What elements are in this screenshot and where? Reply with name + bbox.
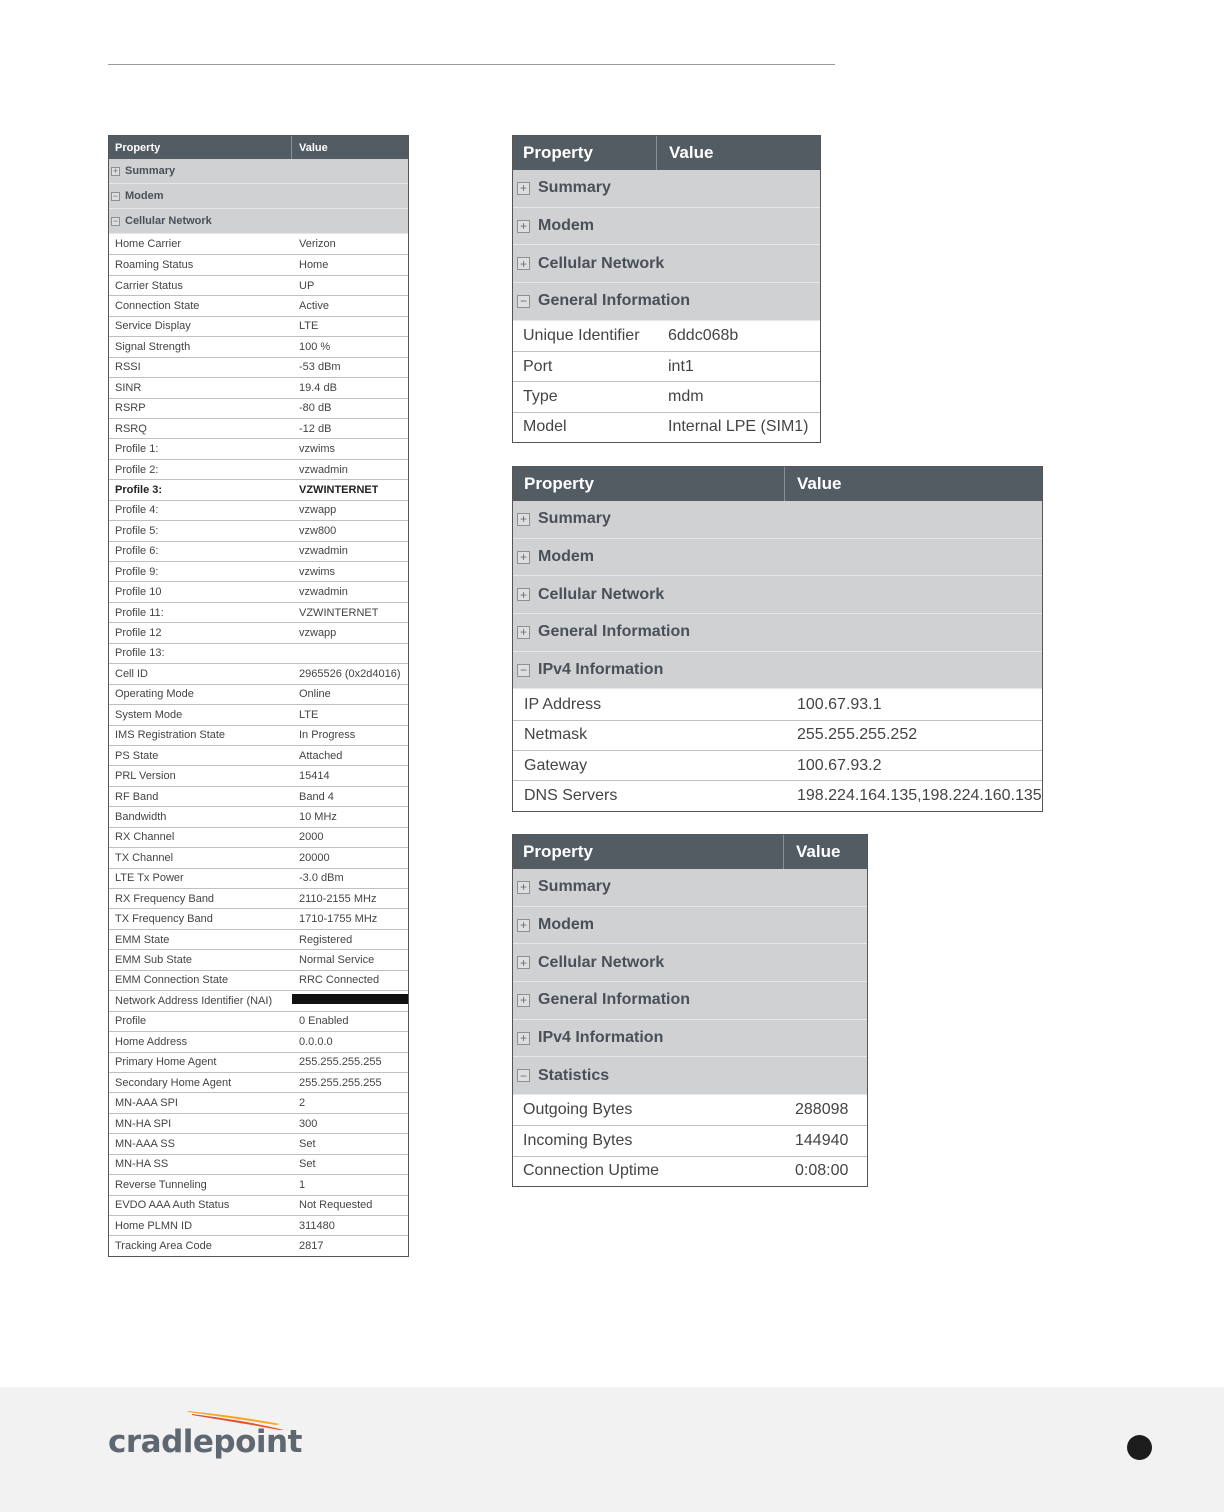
value-cell: 144940 bbox=[795, 1132, 849, 1150]
value-cell: mdm bbox=[668, 387, 704, 405]
value-cell: Verizon bbox=[299, 238, 336, 251]
value-cell: -80 dB bbox=[299, 402, 332, 415]
table-row bbox=[109, 1072, 408, 1092]
table-row bbox=[513, 689, 1042, 719]
section-general-information[interactable] bbox=[513, 283, 820, 321]
table-row bbox=[109, 541, 408, 561]
expand-icon[interactable]: + bbox=[517, 588, 530, 601]
table-row bbox=[109, 336, 408, 356]
value-cell: vzwadmin bbox=[299, 545, 348, 558]
value-cell: 2000 bbox=[299, 831, 324, 844]
property-cell: Model bbox=[523, 418, 567, 436]
table-row bbox=[513, 720, 1042, 750]
property-cell: EVDO AAA Auth Status bbox=[115, 1199, 230, 1212]
property-cell: Unique Identifier bbox=[523, 326, 640, 344]
value-cell: vzwadmin bbox=[299, 586, 348, 599]
table-row bbox=[109, 581, 408, 601]
table-row bbox=[109, 786, 408, 806]
value-cell: int1 bbox=[668, 357, 694, 375]
value-cell: 198.224.164.135,198.224.160.135 bbox=[797, 786, 1042, 804]
value-cell: 0.0.0.0 bbox=[299, 1035, 333, 1048]
value-cell: 15414 bbox=[299, 770, 330, 783]
value-cell: 100.67.93.2 bbox=[797, 756, 882, 774]
table-row bbox=[513, 780, 1042, 810]
value-cell: vzw800 bbox=[299, 524, 337, 537]
table-row bbox=[109, 868, 408, 888]
table-header bbox=[109, 136, 408, 159]
section-statistics[interactable] bbox=[513, 1057, 867, 1095]
section-label: General Information bbox=[538, 623, 691, 641]
section-label: Summary bbox=[538, 510, 611, 528]
property-cell: Profile 5: bbox=[115, 524, 159, 537]
table-row bbox=[513, 321, 820, 351]
value-cell: LTE bbox=[299, 320, 319, 333]
expand-icon[interactable]: + bbox=[517, 919, 530, 932]
value-cell: Online bbox=[299, 688, 331, 701]
table-row bbox=[109, 684, 408, 704]
property-cell: Secondary Home Agent bbox=[115, 1076, 232, 1089]
table-row bbox=[109, 254, 408, 274]
property-cell: Profile 2: bbox=[115, 463, 159, 476]
table-row bbox=[109, 1031, 408, 1051]
property-cell: RX Channel bbox=[115, 831, 175, 844]
table-row bbox=[109, 847, 408, 867]
property-cell: Home Address bbox=[115, 1035, 188, 1048]
table-row bbox=[109, 398, 408, 418]
table-row bbox=[109, 1052, 408, 1072]
value-cell bbox=[292, 994, 408, 1007]
value-cell: UP bbox=[299, 279, 315, 292]
general-information-table bbox=[512, 135, 821, 443]
expand-icon[interactable]: + bbox=[517, 220, 530, 233]
section-label: Summary bbox=[125, 165, 176, 177]
value-cell: Set bbox=[299, 1137, 316, 1150]
expand-icon[interactable]: + bbox=[517, 881, 530, 894]
property-cell: Gateway bbox=[524, 756, 588, 774]
expand-icon[interactable]: + bbox=[517, 513, 530, 526]
table-row bbox=[109, 725, 408, 745]
section-label: Summary bbox=[538, 179, 611, 197]
value-cell: Home bbox=[299, 259, 329, 272]
section-label: Summary bbox=[538, 878, 611, 896]
property-cell: Connection Uptime bbox=[523, 1162, 660, 1180]
table-row bbox=[109, 357, 408, 377]
section-label: General Information bbox=[538, 991, 691, 1009]
table-row bbox=[109, 765, 408, 785]
collapse-icon[interactable]: − bbox=[517, 295, 530, 308]
value-cell: In Progress bbox=[299, 729, 356, 742]
table-row bbox=[109, 908, 408, 928]
value-cell: vzwims bbox=[299, 443, 336, 456]
section-cellular-network[interactable] bbox=[513, 576, 1042, 614]
property-cell: Outgoing Bytes bbox=[523, 1101, 633, 1119]
property-cell: Profile 10 bbox=[115, 586, 162, 599]
section-ipv4-information[interactable] bbox=[513, 1020, 867, 1058]
table-row bbox=[109, 295, 408, 315]
property-column-header[interactable]: Property bbox=[513, 136, 657, 170]
table-row bbox=[109, 377, 408, 397]
value-cell: 100.67.93.1 bbox=[797, 695, 882, 713]
property-cell: IMS Registration State bbox=[115, 729, 226, 742]
property-cell: Network Address Identifier (NAI) bbox=[115, 994, 273, 1007]
table-row bbox=[109, 663, 408, 683]
section-label: Modem bbox=[538, 217, 594, 235]
expand-icon[interactable]: + bbox=[112, 165, 119, 176]
property-cell: RF Band bbox=[115, 790, 159, 803]
value-cell: Registered bbox=[299, 933, 353, 946]
table-row bbox=[513, 381, 820, 411]
value-cell: Attached bbox=[299, 749, 343, 762]
expand-icon[interactable]: + bbox=[517, 994, 530, 1007]
property-cell: Profile 9: bbox=[115, 565, 159, 578]
section-summary[interactable] bbox=[513, 170, 820, 208]
value-cell: 1710-1755 MHz bbox=[299, 913, 378, 926]
value-cell: Not Requested bbox=[299, 1199, 373, 1212]
table-row bbox=[109, 438, 408, 458]
property-cell: RSSI bbox=[115, 361, 141, 374]
table-header bbox=[513, 835, 867, 869]
property-cell: IP Address bbox=[524, 695, 602, 713]
table-row bbox=[513, 412, 820, 442]
value-cell: Internal LPE (SIM1) bbox=[668, 418, 809, 436]
logo-wordmark: cradlepoint bbox=[108, 1424, 302, 1460]
property-cell: MN-AAA SS bbox=[115, 1137, 175, 1150]
table-row bbox=[109, 1195, 408, 1215]
cellular-network-table bbox=[108, 135, 409, 1257]
property-cell: Cell ID bbox=[115, 667, 149, 680]
value-cell: vzwapp bbox=[299, 504, 337, 517]
property-cell: RX Frequency Band bbox=[115, 892, 215, 905]
section-label: IPv4 Information bbox=[538, 1029, 664, 1047]
property-cell: Roaming Status bbox=[115, 259, 194, 272]
value-column-header[interactable]: Value bbox=[797, 474, 842, 493]
section-modem[interactable] bbox=[109, 184, 408, 209]
value-cell: Normal Service bbox=[299, 954, 375, 967]
value-cell: Set bbox=[299, 1158, 316, 1171]
section-label: Statistics bbox=[538, 1066, 610, 1084]
value-cell: 20000 bbox=[299, 851, 330, 864]
table-row bbox=[109, 520, 408, 540]
value-cell: 19.4 dB bbox=[299, 381, 337, 394]
property-cell: Reverse Tunneling bbox=[115, 1178, 207, 1191]
value-cell: -12 dB bbox=[299, 422, 332, 435]
table-row bbox=[513, 351, 820, 381]
value-cell: Band 4 bbox=[299, 790, 334, 803]
cradlepoint-logo bbox=[108, 1408, 302, 1468]
table-header bbox=[513, 136, 820, 170]
property-cell: Carrier Status bbox=[115, 279, 183, 292]
section-ipv4-information[interactable] bbox=[513, 652, 1042, 690]
table-row bbox=[109, 929, 408, 949]
section-label: Cellular Network bbox=[538, 953, 665, 971]
value-cell: 288098 bbox=[795, 1101, 849, 1119]
property-cell: Profile 3: bbox=[115, 483, 163, 496]
value-cell: 10 MHz bbox=[299, 810, 337, 823]
table-row bbox=[513, 1095, 867, 1125]
section-general-information[interactable] bbox=[513, 982, 867, 1020]
property-cell: Profile 12 bbox=[115, 627, 162, 640]
table-row bbox=[109, 970, 408, 990]
property-cell: TX Frequency Band bbox=[115, 913, 213, 926]
property-cell: Profile bbox=[115, 1015, 147, 1028]
section-label: General Information bbox=[538, 292, 691, 310]
property-cell: Type bbox=[523, 387, 558, 405]
property-column-header[interactable]: Property bbox=[109, 136, 292, 159]
section-cellular-network[interactable] bbox=[513, 944, 867, 982]
property-cell: EMM State bbox=[115, 933, 170, 946]
property-cell: MN-HA SPI bbox=[115, 1117, 172, 1130]
table-row bbox=[109, 1174, 408, 1194]
table-row bbox=[109, 990, 408, 1010]
value-cell: 100 % bbox=[299, 340, 331, 353]
table-row bbox=[109, 275, 408, 295]
value-cell: 6ddc068b bbox=[668, 326, 739, 344]
property-cell: PS State bbox=[115, 749, 159, 762]
value-cell: 2817 bbox=[299, 1240, 324, 1253]
collapse-icon[interactable]: − bbox=[517, 1069, 530, 1082]
value-cell: -3.0 dBm bbox=[299, 872, 344, 885]
property-cell: PRL Version bbox=[115, 770, 176, 783]
property-cell: Connection State bbox=[115, 300, 200, 313]
value-cell: 255.255.255.252 bbox=[797, 726, 918, 744]
value-cell: Active bbox=[299, 300, 329, 313]
property-cell: Profile 6: bbox=[115, 545, 159, 558]
table-row bbox=[109, 806, 408, 826]
section-modem[interactable] bbox=[513, 539, 1042, 577]
section-summary[interactable] bbox=[513, 501, 1042, 539]
value-cell: 2965526 (0x2d4016) bbox=[299, 667, 401, 680]
property-cell: MN-AAA SPI bbox=[115, 1097, 178, 1110]
property-cell: Bandwidth bbox=[115, 810, 167, 823]
table-row bbox=[109, 1092, 408, 1112]
table-row bbox=[513, 750, 1042, 780]
collapse-icon[interactable]: − bbox=[517, 664, 530, 677]
property-cell: Home PLMN ID bbox=[115, 1219, 193, 1232]
value-cell: vzwadmin bbox=[299, 463, 348, 476]
value-cell: VZWINTERNET bbox=[299, 606, 379, 619]
property-cell: TX Channel bbox=[115, 851, 174, 864]
property-cell: System Mode bbox=[115, 708, 183, 721]
expand-icon[interactable]: + bbox=[517, 182, 530, 195]
property-column-header[interactable]: Property bbox=[513, 467, 785, 501]
section-cellular-network[interactable] bbox=[513, 245, 820, 283]
table-row bbox=[109, 561, 408, 581]
property-cell: Incoming Bytes bbox=[523, 1132, 633, 1150]
header-rule bbox=[108, 64, 835, 65]
property-cell: MN-HA SS bbox=[115, 1158, 169, 1171]
table-row bbox=[109, 602, 408, 622]
table-header bbox=[513, 467, 1042, 501]
table-row bbox=[513, 1125, 867, 1155]
section-modem[interactable] bbox=[513, 907, 867, 945]
table-row bbox=[109, 704, 408, 724]
property-cell: LTE Tx Power bbox=[115, 872, 184, 885]
table-row bbox=[109, 479, 408, 499]
table-row bbox=[513, 1156, 867, 1186]
table-row bbox=[109, 888, 408, 908]
value-cell: vzwims bbox=[299, 565, 336, 578]
property-cell: Tracking Area Code bbox=[115, 1240, 212, 1253]
value-cell: 1 bbox=[299, 1178, 306, 1191]
property-cell: Profile 13: bbox=[115, 647, 165, 660]
section-label: Modem bbox=[125, 190, 164, 202]
value-cell: 0:08:00 bbox=[795, 1162, 849, 1180]
value-cell: VZWINTERNET bbox=[299, 483, 379, 496]
property-cell: EMM Sub State bbox=[115, 954, 193, 967]
table-row bbox=[109, 418, 408, 438]
property-cell: EMM Connection State bbox=[115, 974, 229, 987]
table-row bbox=[109, 745, 408, 765]
expand-icon[interactable]: + bbox=[517, 956, 530, 969]
collapse-icon[interactable]: − bbox=[112, 190, 119, 201]
table-row bbox=[109, 234, 408, 254]
value-cell: 255.255.255.255 bbox=[299, 1076, 382, 1089]
property-cell: Port bbox=[523, 357, 553, 375]
value-cell: RRC Connected bbox=[299, 974, 380, 987]
value-cell: 0 Enabled bbox=[299, 1015, 349, 1028]
value-column-header[interactable]: Value bbox=[669, 143, 714, 162]
value-column-header[interactable]: Value bbox=[299, 141, 328, 154]
property-cell: Profile 4: bbox=[115, 504, 159, 517]
value-cell: 255.255.255.255 bbox=[299, 1056, 382, 1069]
property-cell: DNS Servers bbox=[524, 786, 618, 804]
redacted-value bbox=[292, 994, 408, 1004]
value-cell: 311480 bbox=[299, 1219, 335, 1232]
section-general-information[interactable] bbox=[513, 614, 1042, 652]
expand-icon[interactable]: + bbox=[517, 551, 530, 564]
table-row bbox=[109, 827, 408, 847]
value-cell: 2110-2155 MHz bbox=[299, 892, 377, 905]
property-cell: Profile 11: bbox=[115, 606, 164, 619]
property-cell: Operating Mode bbox=[115, 688, 194, 701]
table-row bbox=[109, 1154, 408, 1174]
table-row bbox=[109, 459, 408, 479]
collapse-icon[interactable]: − bbox=[112, 215, 119, 226]
table-row bbox=[109, 622, 408, 642]
property-cell: RSRQ bbox=[115, 422, 147, 435]
section-label: Cellular Network bbox=[538, 585, 665, 603]
section-label: Modem bbox=[538, 916, 594, 934]
table-row bbox=[109, 1235, 408, 1255]
expand-icon[interactable]: + bbox=[517, 257, 530, 270]
section-label: Cellular Network bbox=[125, 215, 212, 227]
value-column-header[interactable]: Value bbox=[796, 842, 841, 861]
property-cell: Service Display bbox=[115, 320, 191, 333]
property-cell: RSRP bbox=[115, 402, 146, 415]
expand-icon[interactable]: + bbox=[517, 1032, 530, 1045]
property-cell: Signal Strength bbox=[115, 340, 191, 353]
table-row bbox=[109, 1113, 408, 1133]
section-label: Cellular Network bbox=[538, 254, 665, 272]
section-modem[interactable] bbox=[513, 208, 820, 246]
section-summary[interactable] bbox=[513, 869, 867, 907]
table-row bbox=[109, 643, 408, 663]
value-cell: vzwapp bbox=[299, 627, 337, 640]
property-column-header[interactable]: Property bbox=[513, 835, 784, 869]
value-cell: -53 dBm bbox=[299, 361, 341, 374]
section-cellular-network[interactable] bbox=[109, 209, 408, 234]
expand-icon[interactable]: + bbox=[517, 626, 530, 639]
value-cell: 2 bbox=[299, 1097, 306, 1110]
section-summary[interactable] bbox=[109, 159, 408, 184]
table-row bbox=[109, 1011, 408, 1031]
property-cell: Home Carrier bbox=[115, 238, 182, 251]
value-cell: 300 bbox=[299, 1117, 318, 1130]
table-row bbox=[109, 1215, 408, 1235]
section-label: Modem bbox=[538, 548, 594, 566]
section-label: IPv4 Information bbox=[538, 661, 664, 679]
table-row bbox=[109, 1133, 408, 1153]
table-row bbox=[109, 949, 408, 969]
table-row bbox=[109, 500, 408, 520]
property-cell: Profile 1: bbox=[115, 443, 159, 456]
property-cell: Primary Home Agent bbox=[115, 1056, 217, 1069]
statistics-table bbox=[512, 834, 868, 1187]
table-row bbox=[109, 316, 408, 336]
ipv4-information-table bbox=[512, 466, 1043, 812]
property-cell: Netmask bbox=[524, 726, 588, 744]
property-cell: SINR bbox=[115, 381, 142, 394]
value-cell: LTE bbox=[299, 708, 319, 721]
page-number-dot bbox=[1127, 1435, 1152, 1460]
